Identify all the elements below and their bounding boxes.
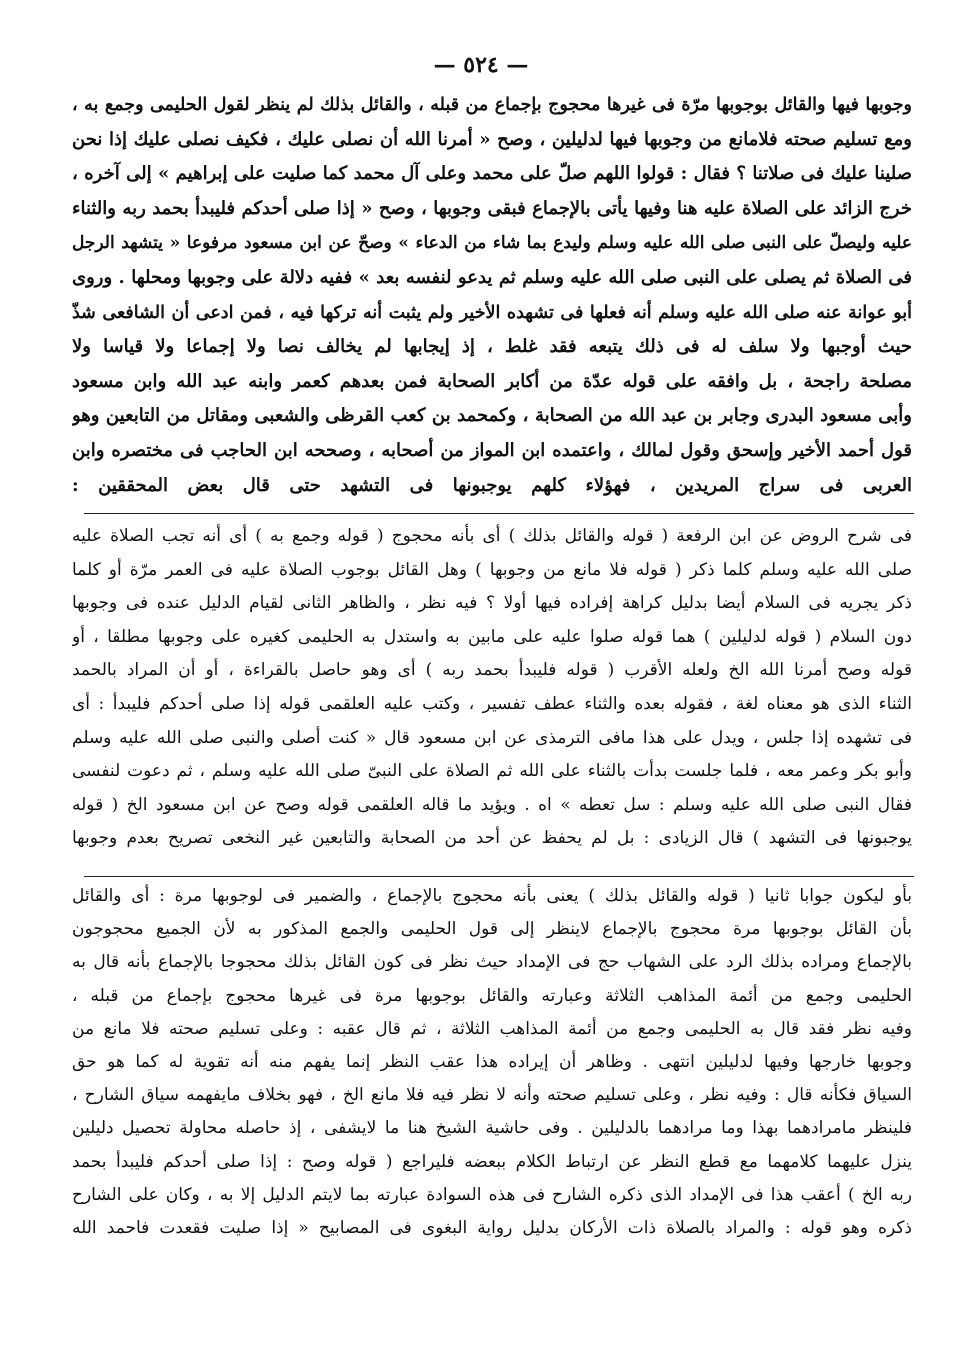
- commentary-line: وأبو بكر وعمر معه ، فلما جلست بدأت بالثناء على الله ثم الصلاة على النبىّ صلى الله عليه وسلم ، ثم دعوت لنفسى: [72, 761, 912, 782]
- main-text-line: أبو عوانة عنه صلى الله عليه وسلم أنه فعلها فى تشهده الأخير ولم يثبت أنه تركها فيه ، فمن ادعى أن الشافعى شذّ: [72, 302, 912, 323]
- main-text-line: وجوبها فيها والقائل بوجوبها مرّة فى غيرها محجوج بإجماع من قبله ، والقائل بذلك لم ينظر لقول الحليمى وجمع به ،: [72, 95, 912, 115]
- commentary-line: قوله وصح أمرنا الله الخ ولعله الأقرب ( قوله فليبدأ بحمد ربه ) أى وهو حاصل بالقراءة ، أو أن المراد بالحمد: [72, 660, 912, 681]
- section-divider: [84, 876, 914, 877]
- main-text-line: مصلحة راجحة ، بل وافقه على قوله عدّة من أكابر الصحابة فمن بعدهم كعمر وابنه عبد الله وابن مسعود: [72, 370, 912, 392]
- commentary-line: فى تشهده إذا جلس ، ويدل على هذا مافى الترمذى عن ابن مسعود قال « كنت أصلى والنبى صلى الله عليه وسلم: [72, 727, 912, 748]
- commentary-line: بأن القائل بوجوبها مرة محجوج بالإجماع لاينظر إلى قول الحليمى والجمع المذكور به لأن الجميع محجوجون: [72, 919, 912, 940]
- commentary-line: الثناء الذى هو معناه لغة ، فقوله بعده والثناء عطف تفسير ، وكتب عليه العلقمى قوله إذا صلى أحدكم فليبدأ : أى: [72, 693, 912, 714]
- commentary-line: فقال النبى صلى الله عليه وسلم : سل تعطه » اه . ويؤيد ما قاله العلقمى قوله وصح عن ابن مسعود الخ ( قوله: [72, 794, 912, 815]
- page-number: — ٥٢٤ —: [433, 52, 529, 78]
- commentary-line: بالإجماع ومراده بذلك الرد على الشهاب حج فى الإمداد حيث نظر فى كون القائل بذلك محجوجا بالإجماع بأنه قال به: [72, 952, 912, 973]
- commentary-line: وفيه نظر فقد قال به الحليمى وجمع من أئمة المذاهب الثلاثة ، ثم قال عقبه : وعلى تسليم صحته فلا مانع من: [72, 1018, 912, 1039]
- main-text-line: خرج الزائد على الصلاة عليه هنا وفيها يأتى بالإجماع فبقى وجوبها ، وصح « إذا صلى أحدكم فليبدأ بحمد ربه والثناء: [72, 197, 912, 219]
- commentary-line: ذكره وهو قوله : والمراد بالصلاة ذات الأركان بدليل رواية البغوى فى المصابيح « إذا صليت فقعدت فاحمد الله: [72, 1217, 912, 1238]
- main-text-block: [72, 88, 912, 503]
- main-text-line: حيث أوجبها ولا سلف له فى ذلك يتبعه فقد غلط ، إذ إيجابها لم يخالف نصا ولا إجماعا ولا قياسا ولا: [72, 336, 912, 358]
- main-text-line: صلينا عليك فى صلاتنا ؟ فقال : قولوا اللهم صلّ على محمد وعلى آل محمد كما صليت على إبراهيم » إلى آخره ،: [72, 163, 912, 185]
- commentary-block-2: [72, 880, 912, 1245]
- commentary-line: ينزل عليهما كلامهما مع قطع النظر عن ارتباط الكلام ببعضه فليراجع ( قوله وصح : إذا صلى أحدكم فليبدأ بحمد: [72, 1151, 912, 1172]
- commentary-line: بأو ليكون جوابا ثانيا ( قوله والقائل بذلك ) يعنى بأنه محجوج بالإجماع ، والضمير فى لوجوبها مرة : أى والقائل: [72, 886, 912, 906]
- commentary-block-1: [72, 520, 912, 856]
- commentary-line: دون السلام ( قوله لدليلين ) هما قوله صلوا عليه على مابين به واستدل به الحليمى كغيره على وجوبها مطلقا ، أو: [72, 626, 912, 647]
- commentary-line: ذكر يجريه فى السلام أيضا بدليل كراهة إفراده فيها أولا ؟ فيه نظر ، والظاهر الثانى لقيام الدليل عنده فى وجوبها: [72, 593, 912, 614]
- main-text-line: ومع تسليم صحته فلامانع من وجوبها فيها لدليلين ، وصح « أمرنا الله أن نصلى عليك ، فكيف نصلى عليك إذا نحن: [72, 128, 912, 150]
- commentary-line: صلى الله عليه وسلم كلما ذكر ( قوله فلا مانع من وجوبها ) وهل القائل بوجوب الصلاة عليه فى العمر مرّة أو كلما: [72, 559, 912, 580]
- commentary-line: ربه الخ ) أعقب هذا فى الإمداد الذى ذكره الشارح فى هذه السوادة عبارته بما لايتم الدليل إلا به ، وكان على الشارح: [72, 1184, 912, 1205]
- section-divider: [84, 513, 914, 514]
- commentary-line: وجوبها خارجها وفيها لدليلين انتهى . وظاهر أن إيراده هذا عقب النظر إنما يفهم منه أنه تقوية له كما هو حق: [72, 1051, 912, 1072]
- commentary-line: الحليمى وجمع من أئمة المذاهب الثلاثة وعبارته والقائل بوجوبها مرة فى غيرها محجوج بإجماع من قبله ،: [72, 985, 912, 1006]
- main-text-line: عليه وليصلّ على النبى صلى الله عليه وسلم وليدع بما شاء من الدعاء » وصحّ عن ابن مسعود مرفوعا « يتشهد الرجل: [72, 233, 912, 254]
- main-text-line: وأبى مسعود البدرى وجابر بن عبد الله من الصحابة ، وكمحمد بن كعب القرظى والشعبى ومقاتل من التابعين وهو: [72, 405, 912, 427]
- commentary-line: السياق فكأنه قال : وفيه نظر ، وعلى تسليم صحته وأنه لا نظر فيه فلا مانع الخ ، فهو بخلاف مايفهمه سياق الشارح ،: [72, 1085, 912, 1106]
- commentary-line: يوجبونها فى التشهد ) قال الزيادى : بل لم يحفظ عن أحد من الصحابة والتابعين غير النخعى تصريح بعدم وجوبها: [72, 828, 912, 849]
- commentary-line: فلينظر مامرادهما بهذا وما مرادهما بالدليلين . وفى حاشية الشيخ هنا ما لايشفى ، إذ حاصله محاولة تحصيل دليلين: [72, 1118, 912, 1139]
- main-text-line: فى الصلاة ثم يصلى على النبى صلى الله عليه وسلم ثم يدعو لنفسه بعد » ففيه دلالة على وجوبها ومحلها . وروى: [72, 266, 912, 288]
- main-text-line: العربى فى سراج المريدين ، فهؤلاء كلهم يوجبونها فى التشهد حتى قال بعض المحققين :: [72, 474, 912, 496]
- commentary-line: فى شرح الروض عن ابن الرفعة ( قوله والقائل بذلك ) أى بأنه محجوج ( قوله وجمع به ) أى أنه تجب الصلاة عليه: [72, 526, 912, 546]
- main-text-line: قول أحمد الأخير وإسحق وقول لمالك ، واعتمده ابن المواز من أصحابه ، وصححه ابن الحاجب فى مختصره وابن: [72, 439, 912, 461]
